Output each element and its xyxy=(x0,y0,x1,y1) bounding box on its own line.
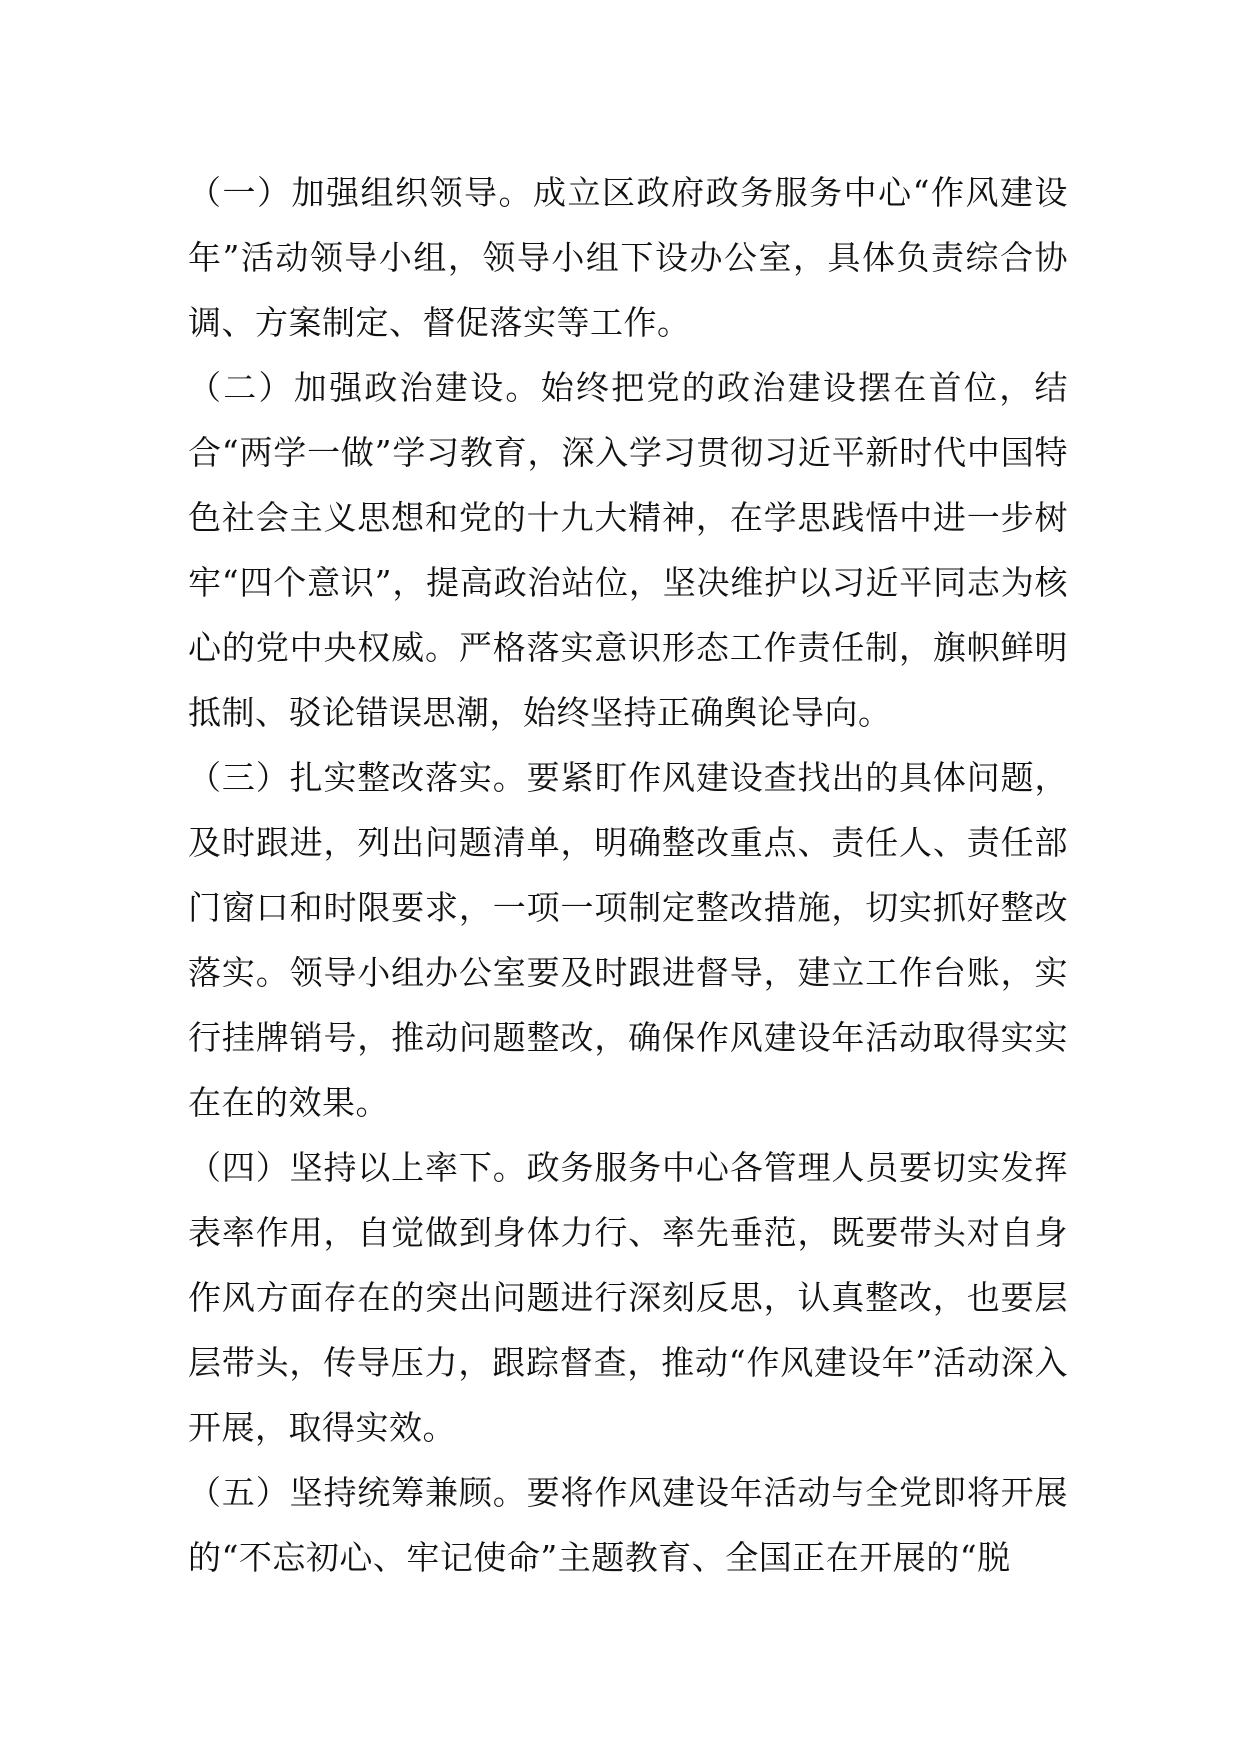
paragraph-political-building: （二）加强政治建设。始终把党的政治建设摆在首位，结合“两学一做”学习教育，深入学习贯彻习近平新时代中国特色社会主义思想和党的十九大精神，在学思践悟中进一步树牢“四个意识”，提高政治站位，坚决维护以习近平同志为核心的党中央权威。严格落实意识形态工作责任制，旗帜鲜明抵制、驳论错误思潮，始终坚持正确舆论导向。 xyxy=(188,368,1068,732)
document-body xyxy=(188,160,1068,1590)
paragraph-lead-by-example: （四）坚持以上率下。政务服务中心各管理人员要切实发挥表率作用，自觉做到身体力行、率先垂范，既要带头对自身作风方面存在的突出问题进行深刻反思，认真整改，也要层层带头，传导压力，跟踪督查，推动“作风建设年”活动深入开展，取得实效。 xyxy=(188,1148,1068,1447)
paragraph-organization-leadership: （一）加强组织领导。成立区政府政务服务中心“作风建设年”活动领导小组，领导小组下设办公室，具体负责综合协调、方案制定、督促落实等工作。 xyxy=(188,173,1068,342)
paragraph-overall-planning: （五）坚持统筹兼顾。要将作风建设年活动与全党即将开展的“不忘初心、牢记使命”主题教育、全国正在开展的“脱 xyxy=(188,1473,1068,1577)
paragraph-rectification: （三）扎实整改落实。要紧盯作风建设查找出的具体问题，及时跟进，列出问题清单，明确整改重点、责任人、责任部门窗口和时限要求，一项一项制定整改措施，切实抓好整改落实。领导小组办公室要及时跟进督导，建立工作台账，实行挂牌销号，推动问题整改，确保作风建设年活动取得实实在在的效果。 xyxy=(188,758,1068,1122)
